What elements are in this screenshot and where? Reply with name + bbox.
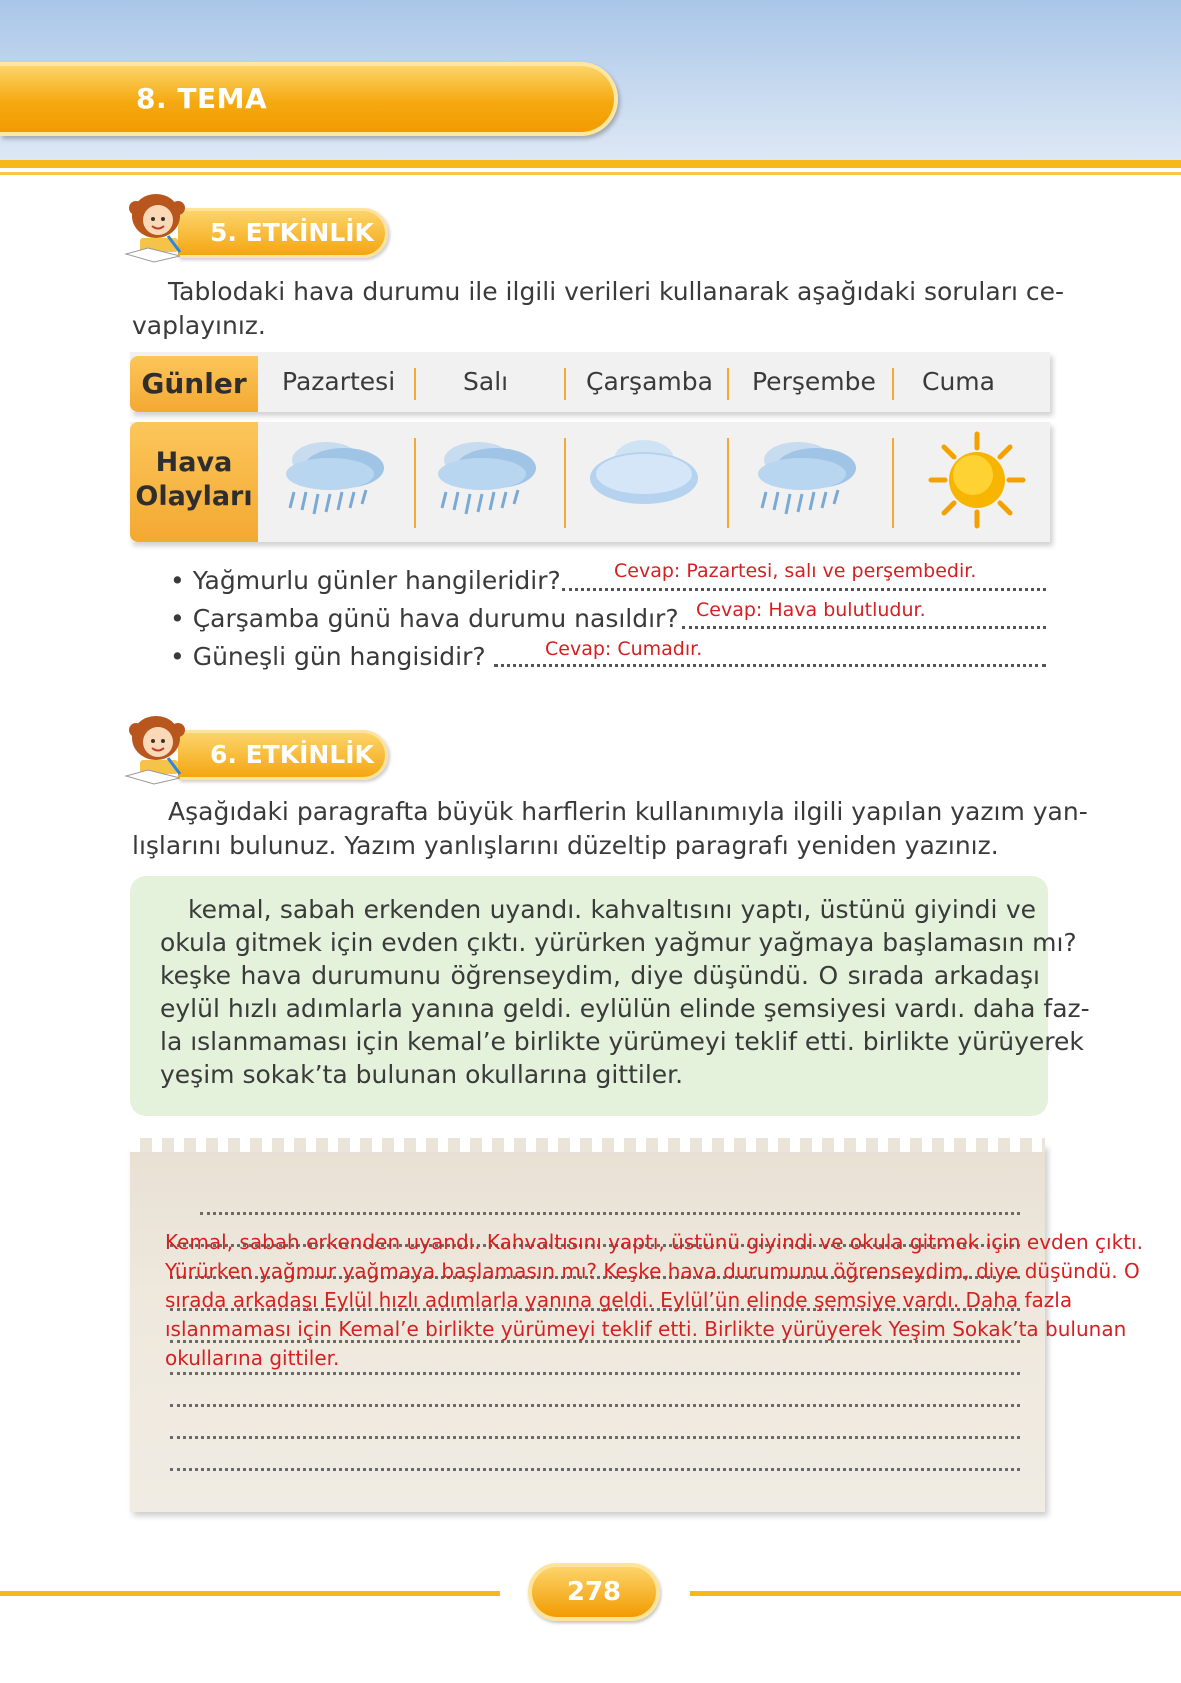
footer-rule-left: [0, 1591, 500, 1596]
writing-line: [170, 1404, 1020, 1407]
paragraph-line-1: kemal, sabah erkenden uyandı. kahvaltısını yaptı, üstünü giyindi ve: [188, 895, 1036, 924]
answer-paragraph-line-2: Yürürken yağmur yağmaya başlamasın mı? Keşke hava durumunu öğrenseydim, diye düşündü. O: [165, 1259, 1140, 1283]
header-rule: [0, 160, 1181, 168]
paragraph-line-4: eylül hızlı adımlarla yanına geldi. eylülün elinde şemsiyesi vardı. daha faz-: [160, 994, 1090, 1023]
answer-paragraph-line-1: Kemal, sabah erkenden uyandı. Kahvaltısını yaptı, üstünü giyindi ve okula gitmek için evden çıktı.: [165, 1230, 1143, 1254]
column-separator: [564, 438, 566, 528]
footer-rule-right: [690, 1591, 1181, 1596]
question-1: [170, 566, 561, 595]
writing-line: [170, 1372, 1020, 1375]
bullet: •: [170, 642, 193, 671]
answer-2: Cevap: Hava bulutludur.: [696, 599, 926, 621]
column-separator: [727, 438, 729, 528]
activity5-instruction-line2: vaplayınız.: [132, 311, 266, 340]
rain-cloud-icon: [432, 430, 550, 530]
writing-line: [170, 1436, 1020, 1439]
column-separator: [564, 368, 566, 400]
paragraph-line-5: la ıslanmaması için kemal’e birlikte yürümeyi teklif etti. birlikte yürüyerek: [160, 1027, 1084, 1056]
answer-line-2: [682, 626, 1046, 629]
question-1-text: Yağmurlu günler hangileridir?: [192, 566, 561, 595]
table-header-weather: [130, 422, 258, 542]
answer-3: Cevap: Cumadır.: [545, 638, 703, 660]
day-tuesday: Salı: [463, 367, 509, 396]
paragraph-line-3: keşke hava durumunu öğrenseydim, diye düşündü. O sırada arkadaşı: [160, 961, 1040, 990]
paper-torn-edge: [130, 1138, 1045, 1152]
page-number: 278: [566, 1577, 622, 1607]
sun-icon: [918, 430, 1036, 530]
rain-cloud-icon: [752, 430, 870, 530]
day-thursday: Perşembe: [752, 367, 876, 396]
answer-line-1: [562, 588, 1046, 591]
day-wednesday: Çarşamba: [586, 367, 713, 396]
table-header-days: Günler: [130, 356, 258, 412]
girl-reading-icon: [118, 186, 198, 266]
answer-paragraph-line-5: okullarına gittiler.: [165, 1346, 340, 1370]
cloud-icon: [586, 430, 704, 530]
activity6-instruction-line1: Aşağıdaki paragrafta büyük harflerin kullanımıyla ilgili yapılan yazım yan-: [168, 797, 1088, 826]
question-2-text: Çarşamba günü hava durumu nasıldır?: [192, 604, 679, 633]
column-separator: [892, 438, 894, 528]
activity5-instruction-line1: Tablodaki hava durumu ile ilgili verileri kullanarak aşağıdaki soruları ce-: [168, 277, 1065, 306]
theme-title: 8. TEMA: [136, 82, 268, 115]
answer-line-3: [494, 664, 1046, 667]
answer-1: Cevap: Pazartesi, salı ve perşembedir.: [614, 560, 977, 582]
question-3: [170, 642, 486, 671]
rain-cloud-icon: [280, 430, 398, 530]
answer-paragraph-line-4: ıslanmaması için Kemal’e birlikte yürümeyi teklif etti. Birlikte yürüyerek Yeşim Sokak’ta bulunan: [165, 1317, 1127, 1341]
girl-reading-icon: [118, 708, 198, 788]
activity6-label: 6. ETKİNLİK: [210, 740, 374, 769]
column-separator: [414, 368, 416, 400]
writing-line: [170, 1468, 1020, 1471]
bullet: •: [170, 566, 193, 595]
table-header-weather-line1: Hava: [155, 447, 233, 478]
column-separator: [727, 368, 729, 400]
column-separator: [414, 438, 416, 528]
bullet: •: [170, 604, 193, 633]
day-friday: Cuma: [922, 367, 995, 396]
writing-line: [200, 1212, 1020, 1215]
answer-paragraph-line-3: sırada arkadaşı Eylül hızlı adımlarla yanına geldi. Eylül’ün elinde şemsiye vardı. Daha fazla: [165, 1288, 1073, 1312]
question-2: [170, 604, 679, 633]
theme-tab: [0, 62, 618, 136]
question-3-text: Güneşli gün hangisidir?: [192, 642, 486, 671]
activity5-label: 5. ETKİNLİK: [210, 218, 374, 247]
column-separator: [892, 368, 894, 400]
activity6-instruction-line2: lışlarını bulunuz. Yazım yanlışlarını düzeltip paragrafı yeniden yazınız.: [132, 831, 999, 860]
paragraph-line-6: yeşim sokak’ta bulunan okullarına gittiler.: [160, 1060, 684, 1089]
day-monday: Pazartesi: [282, 367, 396, 396]
paragraph-line-2: okula gitmek için evden çıktı. yürürken yağmur yağmaya başlamasın mı?: [160, 928, 1077, 957]
table-header-weather-line2: Olayları: [135, 481, 253, 512]
header-rule-thin: [0, 172, 1181, 175]
